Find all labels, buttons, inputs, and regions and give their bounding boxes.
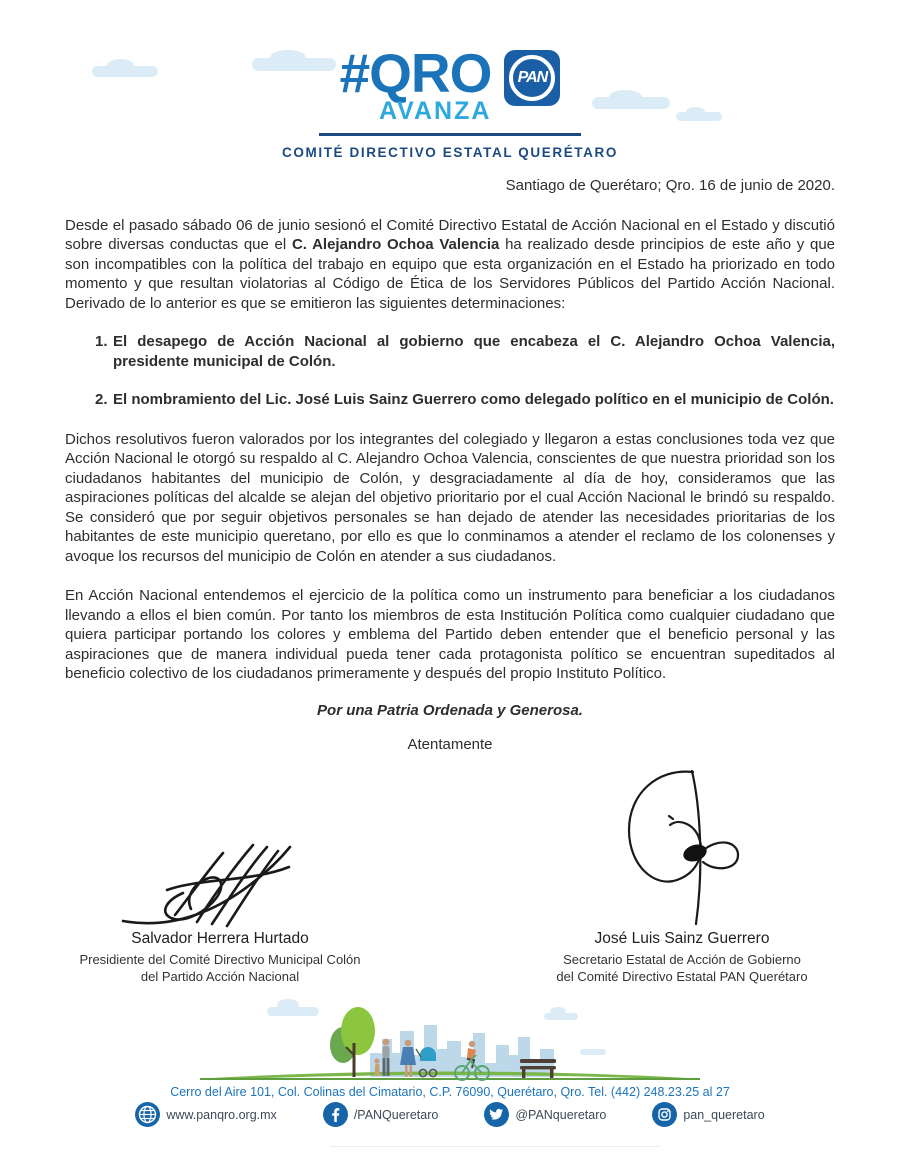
signature-block-right: [492, 766, 872, 985]
paragraph-intro: [65, 216, 835, 314]
instagram-icon: [652, 1102, 677, 1127]
pan-logo-ring: [509, 55, 555, 101]
resolution-number: 2.: [95, 391, 108, 408]
resolution-text: El desapego de Acción Nacional al gobierno que encabeza el C. Alejandro Ochoa Valencia, presidente municipal de Colón.: [113, 333, 835, 370]
paragraph-intro-text: Desde el pasado sábado 06 de junio sesionó el Comité Directivo Estatal de Acción Nacional en el Estado y discutió sobre diversas conductas que el: [65, 216, 835, 253]
instagram-label: pan_queretaro: [683, 1107, 765, 1122]
facebook-label: /PANQueretaro: [353, 1107, 439, 1122]
dateline: Santiago de Querétaro; Qro. 16 de junio de 2020.: [505, 177, 835, 194]
resolution-text: El nombramiento del Lic. José Luis Sainz Guerrero como delegado político en el municipio de Colón.: [113, 391, 834, 408]
footer-divider: [330, 1146, 660, 1147]
twitter-icon: [484, 1102, 509, 1127]
paragraph-intro-text: ha realizado desde principios de este año y que son incompatibles con la política del trabajo en equipo que esta organización en el Estado ha priorizado en todo momento y que resultan violatorias al Código de Ética de los Servidores Públicos del Partido Acción Nacional. Derivado de lo anterior es que se emitieron las siguientes determinaciones:: [65, 236, 835, 312]
signer-title-line1: Secretario Estatal de Acción de Gobierno: [563, 952, 801, 967]
footer-address: Cerro del Aire 101, Col. Colinas del Cimatario, C.P. 76090, Querétaro, Qro. Tel. (442) 248.23.25 al 27: [170, 1085, 730, 1099]
resolution-item-1: [65, 332, 835, 371]
website-link: [135, 1102, 276, 1127]
letterhead: [0, 42, 900, 160]
resolution-item-2: [65, 390, 835, 410]
highlighted-name: C. Alejandro Ochoa Valencia: [291, 236, 500, 253]
party-motto: Por una Patria Ordenada y Generosa.: [317, 701, 583, 719]
signer-title-line2: del Comité Directivo Estatal PAN Querétaro: [556, 969, 808, 984]
pan-logo: [504, 50, 560, 106]
website-label: www.panqro.org.mx: [166, 1107, 277, 1122]
signer-name: Salvador Herrera Hurtado: [131, 930, 309, 947]
committee-title: COMITÉ DIRECTIVO ESTATAL QUERÉTARO: [282, 145, 618, 160]
footer-park-illustration: [170, 997, 730, 1092]
letter-body: [65, 176, 835, 755]
twitter-label: @PANqueretaro: [515, 1107, 607, 1122]
twitter-link: [484, 1102, 606, 1127]
avanza-logo-text: AVANZA: [378, 97, 492, 125]
signer-title-line2: del Partido Acción Nacional: [140, 969, 300, 984]
paragraph-principles: En Acción Nacional entendemos el ejercicio de la política como un instrumento para beneficiar a los ciudadanos llevando a ellos el bien común. Por tanto los miembros de esta Institución Política como cualquier ciudadano que quiera participar portando los colores y emblema del Partido deben entender que el beneficio personal y las aspiraciones que de manera individual pueda tener cada protagonista político se encuentran supeditados al beneficio colectivo de los ciudadanos primeramente y después del propio Instituto Político.: [65, 587, 835, 682]
facebook-icon: [323, 1102, 348, 1127]
qro-avanza-logo: [339, 42, 561, 125]
qro-logo-text: #QRO: [339, 42, 492, 104]
paragraph-resolutives: Dichos resolutivos fueron valorados por los integrantes del colegiado y llegaron a estas conclusiones toda vez que Acción Nacional le otorgó su respaldo al C. Alejandro Ochoa Valencia, conscientes de que nuestra prioridad son los ciudadanos habitantes del municipio de Colón, y desgraciadamente al día de hoy, consideramos que las aspiraciones políticas del alcalde se alejan del objetivo prioritario por el cual Acción Nacional le brindó su respaldo. Se consideró que por seguir objetivos personales se han dejado de atender las necesidades prioritarias de los habitantes de este municipio queretano, por ello es que lo conminamos a atender el reclamo de los colonenses y avoque los recursos del municipio de Colón en atender a sus ciudadanos.: [65, 430, 835, 565]
pan-logo-text: PAN: [517, 69, 548, 86]
signature-scribble-left: [115, 838, 325, 928]
instagram-link: [652, 1102, 764, 1127]
footer-social-row: [0, 1102, 900, 1127]
signature-scribble-right: [607, 766, 757, 928]
header-divider: [319, 133, 581, 136]
closing-salutation: Atentamente: [407, 736, 493, 753]
resolution-number: 1.: [95, 333, 108, 350]
globe-icon: [135, 1102, 160, 1127]
signer-name: José Luis Sainz Guerrero: [594, 930, 770, 947]
signer-title-line1: Presidiente del Comité Directivo Municipal Colón: [79, 952, 361, 967]
facebook-link: [323, 1102, 439, 1127]
signature-block-left: [30, 838, 410, 985]
